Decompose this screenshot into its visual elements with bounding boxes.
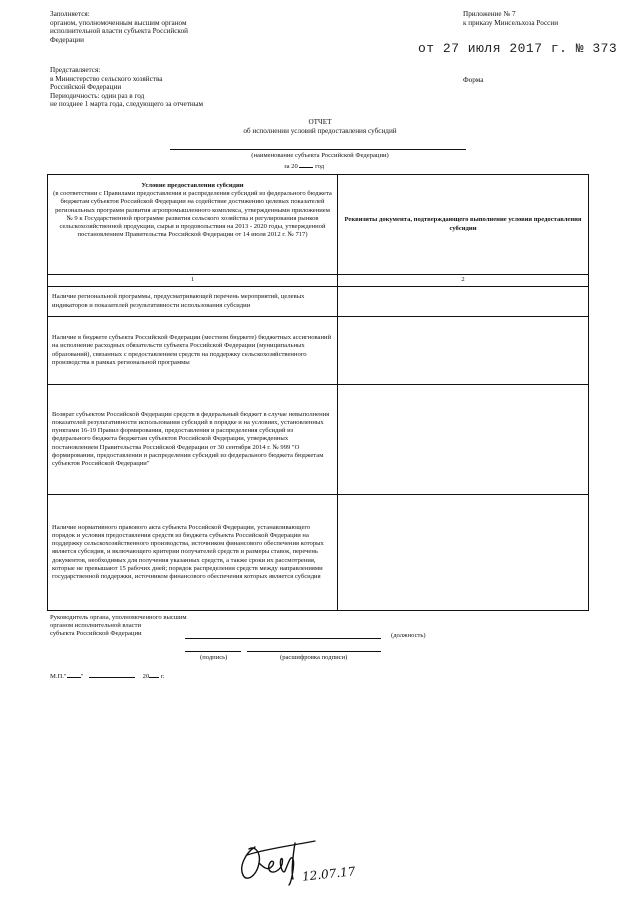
seal-year-prefix: 20 xyxy=(142,673,150,680)
seal-year-blank[interactable] xyxy=(149,671,159,678)
table-row xyxy=(48,287,589,317)
approval-line: исполнительной власти субъекта Российской xyxy=(50,27,189,36)
seal-date-row xyxy=(50,671,165,681)
approval-block xyxy=(50,10,250,44)
submission-line: Российской Федерации xyxy=(50,83,122,92)
appendix-line1: Приложение № 7 xyxy=(463,10,516,18)
report-year-prefix: за 20 xyxy=(284,163,298,170)
signature-caption: (подпись) xyxy=(200,654,228,661)
decoding-line[interactable] xyxy=(247,651,381,652)
condition-header-title: Условие предоставления субсидии xyxy=(141,182,244,189)
approval-line: Федерации xyxy=(50,35,84,44)
handwritten-date: 12.07.17 xyxy=(301,864,357,884)
submission-line: Периодичность: один раз в год xyxy=(50,91,145,100)
seal-year-suffix: г. xyxy=(160,673,165,680)
column-number-row xyxy=(48,275,589,287)
table-row xyxy=(48,495,589,611)
column-number: 2 xyxy=(338,275,589,287)
position-caption: (должность) xyxy=(391,632,426,639)
requisites-cell[interactable] xyxy=(338,495,589,611)
requisites-cell[interactable] xyxy=(338,385,589,495)
condition-header-text: (в соответствии с Правилами предоставления и распределения субсидий из федерального бюджета бюджетам субъектов Российской Федерации на содействие достижению целевых показателей региональных программ развития агропромышленного комплекса, утвержденными приложением № 9 к Государственной программе развития сельского хозяйства и регулирования рынков сельскохозяйственной продукции, сырья и продовольствия на 2013 - 2020 годы, утвержденной постановлением Правительства Российской Федерации от 14 июля 2012 г. № 717) xyxy=(53,190,332,239)
submission-line: не позднее 1 марта года, следующего за отчетным xyxy=(50,100,204,109)
submission-block xyxy=(50,66,270,109)
requisites-header-cell: Реквизиты документа, подтверждающего выполнение условия предоставления субсидии xyxy=(338,175,589,275)
condition-cell: Наличие в бюджете субъекта Российской Федерации (местном бюджете) бюджетных ассигнований на исполнение расходных обязательств субъекта Российской Федерации (муниципальных образований), связанных с предоставлением средств на поддержку сельскохозяйственного производства в рамках региональной программы xyxy=(48,317,338,385)
condition-cell: Наличие нормативного правового акта субъекта Российской Федерации, устанавливающего порядок и условия предоставления средств из бюджета субъекта Российской Федерации на поддержку сельскохозяйственного производства, источником финансового обеспечения которых является субсидия, и включающего критерии получателей средств и размеры ставок, перечень документов, необходимых для получения указанных средств, а также сроки их рассмотрения, которые не превышают 15 рабочих дней; порядок распределения средств между направлениями государственной поддержки, источником финансового обеспечения которых является субсидия xyxy=(48,495,338,611)
seal-day-blank[interactable] xyxy=(67,671,81,678)
submission-line: в Министерство сельского хозяйства xyxy=(50,74,163,83)
form-label: Форма xyxy=(463,76,484,84)
order-date-stamp: от 27 июля 2017 г. № 373 xyxy=(418,41,618,56)
decoding-caption: (расшифровка подписи) xyxy=(280,654,348,661)
condition-header-cell xyxy=(48,175,338,275)
report-title: ОТЧЕТ xyxy=(308,118,332,126)
appendix-line2: к приказу Минсельхоза России xyxy=(463,18,559,27)
approval-title: Заполняется: xyxy=(50,10,90,18)
seal-quote: " xyxy=(80,673,84,680)
table-header-row xyxy=(48,175,589,275)
table-row xyxy=(48,385,589,495)
signatory-line: Руководитель органа, уполномоченного высшим xyxy=(50,614,187,621)
signatory-line: органом исполнительной власти xyxy=(50,622,141,629)
report-year-suffix: год xyxy=(315,163,325,170)
condition-cell: Наличие региональной программы, предусматривающей перечень мероприятий, целевых индикаторов и показателей результативности использования субсидии xyxy=(48,287,338,317)
seal-mp: М.П." xyxy=(50,673,67,680)
position-line[interactable] xyxy=(185,638,381,639)
submission-title: Представляется: xyxy=(50,66,101,74)
requisites-cell[interactable] xyxy=(338,287,589,317)
conditions-table xyxy=(47,174,589,611)
signature-line[interactable] xyxy=(185,651,241,652)
seal-month-blank[interactable] xyxy=(89,671,135,678)
subject-caption: (наименование субъекта Российской Федерации) xyxy=(251,152,389,159)
subject-name-line xyxy=(170,149,466,150)
requisites-cell[interactable] xyxy=(338,317,589,385)
condition-cell: Возврат субъектом Российской Федерации средств в федеральный бюджет в случае невыполнения показателей результативности использования субсидий в порядке и на условиях, установленных пунктами 16-19 Правил формирования, предоставления и распределения субсидий из федерального бюджета бюджетам субъектов Российской Федерации, утвержденных постановлением Правительства Российской Федерации от 30 сентября 2014 г. № 999 "О формировании, предоставлении и распределении субсидий из федерального бюджета бюджетам субъектов Российской Федерации" xyxy=(48,385,338,495)
table-row xyxy=(48,317,589,385)
report-subtitle: об исполнении условий предоставления субсидий xyxy=(243,127,397,135)
signatory-block xyxy=(50,614,250,638)
report-year xyxy=(284,161,324,171)
signatory-line: субъекта Российской Федерации xyxy=(50,630,142,637)
column-number: 1 xyxy=(48,275,338,287)
approval-line: органом, уполномоченным высшим органом xyxy=(50,18,187,27)
appendix-block xyxy=(463,10,603,27)
report-year-blank[interactable] xyxy=(299,161,313,168)
